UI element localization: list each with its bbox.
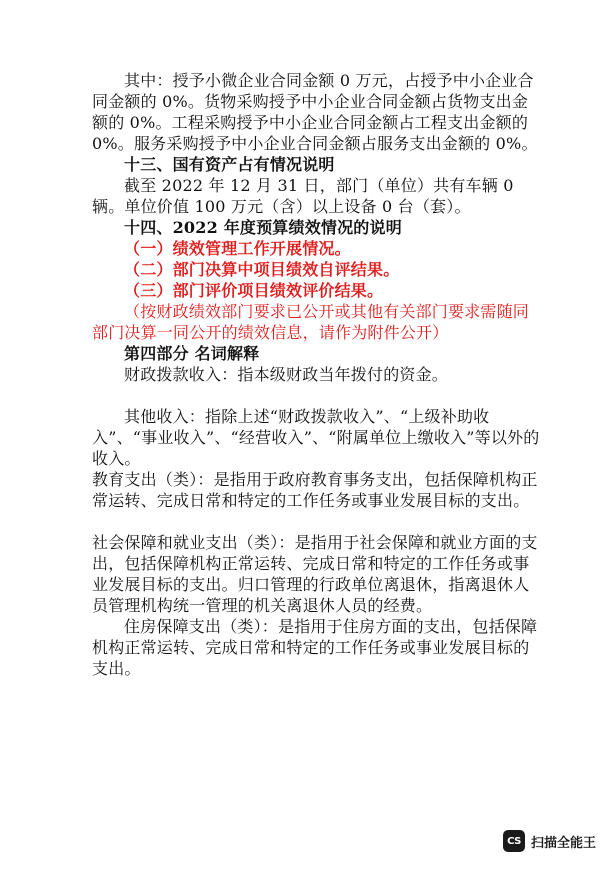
definition-other-income: 其他收入：指除上述“财政拨款收入”、“上级补助收入”、“事业收入”、“经营收入”、“附属单位上缴收入”等以外的收入。	[92, 407, 540, 468]
watermark-label: 扫描全能王	[530, 835, 596, 851]
heading-part4-glossary: 第四部分 名词解释	[124, 344, 260, 363]
heading-state-assets: 十三、国有资产占有情况说明	[124, 155, 335, 174]
paragraph-small-enterprise-contracts: 其中：授予小微企业合同金额 0 万元，占授予中小企业合同金额的 0%。货物采购授予中小企业合同金额占货物支出金额的 0%。工程采购授予中小企业合同金额占工程支出金额的 0%。服务采购授予中小企业合同金额占服务支出金额的 0%。	[92, 71, 538, 153]
definition-social-security: 社会保障和就业支出（类）：是指用于社会保障和就业方面的支出，包括保障机构正常运转、完成日常和特定的工作任务或事业发展目标的支出。归口管理的行政单位离退休，指离退休人员管理机构统一管理的机关离退休人员的经费。	[92, 533, 538, 615]
red-note-attachment: （按财政绩效部门要求已公开或其他有关部门要求需随同部门决算一同公开的绩效信息，请作为附件公开）	[92, 302, 530, 342]
red-item-evaluation-results: （三）部门评价项目绩效评价结果。	[124, 281, 384, 300]
red-item-performance-management: （一）绩效管理工作开展情况。	[124, 239, 351, 258]
heading-budget-performance: 十四、2022 年度预算绩效情况的说明	[124, 218, 402, 237]
scanner-watermark	[503, 830, 596, 852]
definition-fiscal-income: 财政拨款收入：指本级财政当年拨付的资金。	[124, 365, 449, 384]
red-item-self-evaluation: （二）部门决算中项目绩效自评结果。	[124, 260, 400, 279]
definition-education: 教育支出（类）：是指用于政府教育事务支出，包括保障机构正常运转、完成日常和特定的工作任务或事业发展目标的支出。	[92, 470, 538, 510]
camscanner-logo-icon: CS	[503, 830, 525, 852]
definition-housing: 住房保障支出（类）：是指用于住房方面的支出，包括保障机构正常运转、完成日常和特定的工作任务或事业发展目标的支出。	[92, 617, 538, 678]
paragraph-assets: 截至 2022 年 12 月 31 日，部门（单位）共有车辆 0 辆。单位价值 100 万元（含）以上设备 0 台（套）。	[92, 176, 514, 216]
